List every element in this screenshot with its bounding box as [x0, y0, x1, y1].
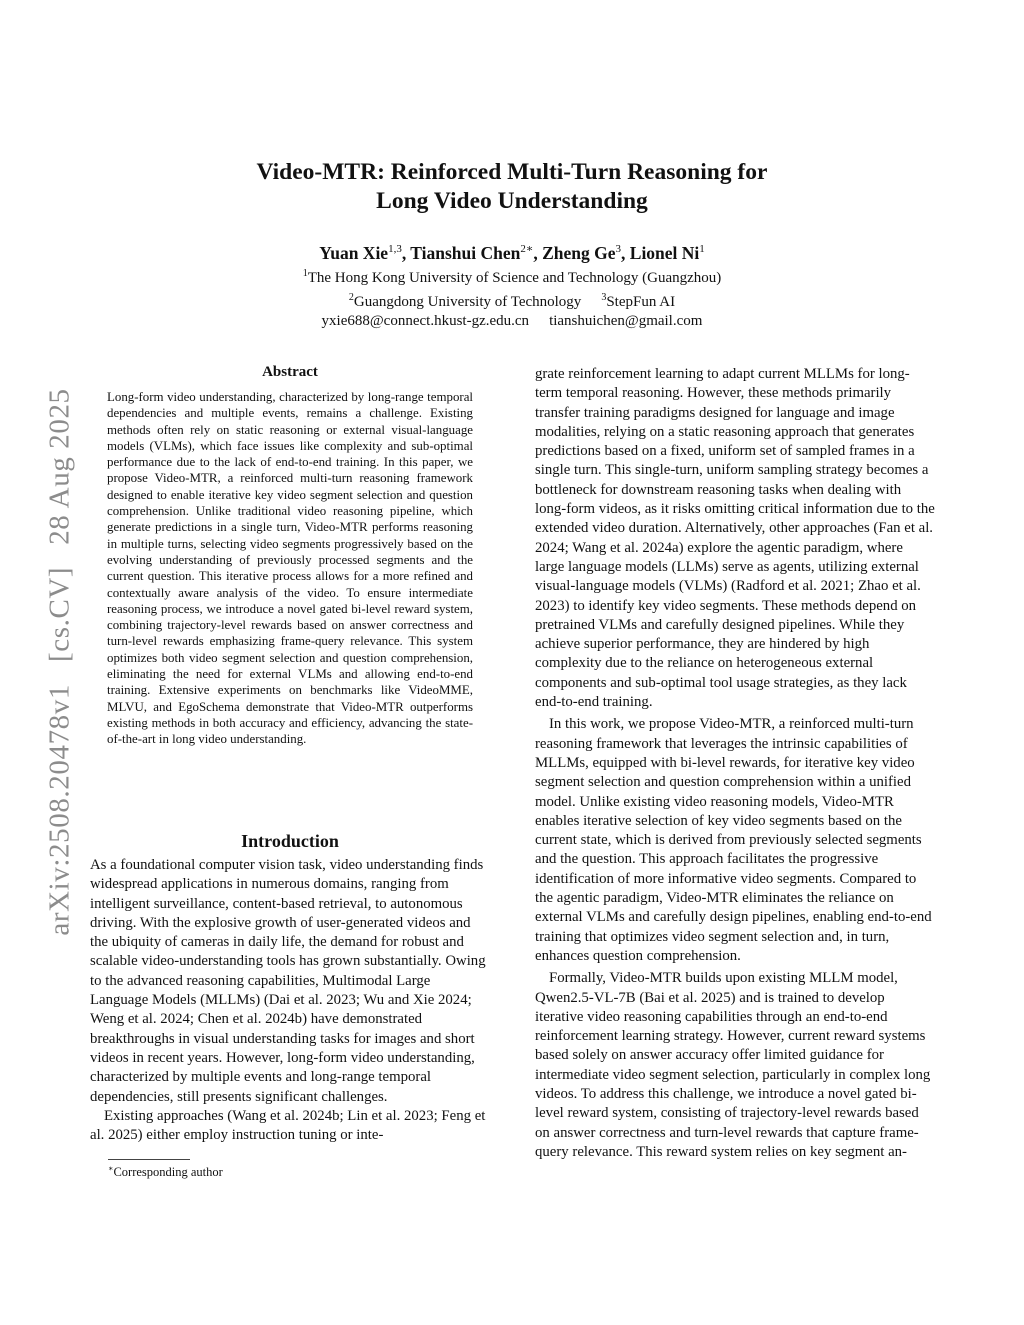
footnote-mark: ∗ [108, 1164, 114, 1173]
right-paragraph-2: In this work, we propose Video-MTR, a reinforced multi-turn reasoning framework that leverages the intrinsic capabilities of MLLMs, equipped with bi-level rewards, for iterative key video segment selection and question comprehension within a unified model. Unlike existing video reasoning models, Video-MTR enables iterative selection of key video segments based on the current state, which is derived from previously selected segments and the question. This approach facilitates the progressive identification of more informative video segments. Compared to the agentic paradigm, Video-MTR eliminates the reliance on external VLMs and carefully design pipelines, enabling end-to-end training that optimizes video segment selection and, in turn, enhances question comprehension. [535, 716, 932, 964]
affiliation-1 [0, 264, 1024, 288]
author-3-sup: 3 [615, 243, 622, 255]
arxiv-category: [cs.CV] [43, 566, 76, 663]
author-2-sup: 2∗ [520, 243, 534, 255]
affiliation-2-text: Guangdong University of Technology [353, 293, 582, 310]
introduction-heading: Introduction [241, 831, 339, 851]
email-2[interactable]: tianshuichen@gmail.com [549, 312, 703, 329]
intro-paragraph-2: Existing approaches (Wang et al. 2024b; Lin et al. 2023; Feng et al. 2025) either employ instruction tuning or inte- [90, 1107, 486, 1144]
emails [0, 312, 1024, 331]
author-1: Yuan Xie [319, 242, 389, 263]
abstract-text: Long-form video understanding, characterized by long-range temporal dependencies and multiple events, remains a challenge. Existing methods often rely on static reasoning or external visual-language models (VLMs), which face issues like complexity and sub-optimal performance due to the lack of end-to-end training. In this paper, we propose Video-MTR, a reinforced multi-turn reasoning framework designed to enable iterative key video segment selection and question comprehension. Unlike traditional video reasoning pipeline, which generate predictions in a single turn, Video-MTR performs reasoning in multiple turns, selecting video segments progressively based on the evolving understanding of previously processed segments and the current question. This iterative process allows for a more refined and contextually aware analysis of the video. To ensure intermediate reasoning process, we introduce a novel gated bi-level reward system, combining trajectory-level rewards based on answer correctness and turn-level rewards emphasizing frame-query relevance. This system optimizes both video segment selection and question comprehension, eliminating the need for external VLMs and allowing end-to-end training. Extensive experiments on benchmarks like VideoMME, MLVU, and EgoSchema demonstrate that Video-MTR outperforms existing methods in both accuracy and efficiency, advancing the state-of-the-art in long video understanding. [107, 390, 473, 747]
email-1[interactable]: yxie688@connect.hkust-gz.edu.cn [321, 312, 530, 329]
affiliation-2-3 [0, 288, 1024, 312]
affiliation-1-sup: 1 [302, 267, 308, 279]
title-block [0, 158, 1024, 331]
title-line-2: Long Video Understanding [376, 188, 648, 214]
footnote-rule [108, 1159, 190, 1160]
right-paragraph-3: Formally, Video-MTR builds upon existing MLLM model, Qwen2.5-VL-7B (Bai et al. 2025) and is trained to develop iterative video reasoning capabilities through an end-to-end reinforcement learning strategy. However, current reward systems based solely on answer accuracy offer limited guidance for intermediate video segment selection, particularly in complex long videos. To address this challenge, we introduce a novel gated bi-level reward system, consisting of trajectory-level rewards based on answer correctness and turn-level rewards that capture frame-query relevance. This reward system relies on key segment an- [535, 970, 931, 1160]
affiliation-3-text: StepFun AI [606, 293, 676, 310]
affiliation-1-text: The Hong Kong University of Science and Technology (Guangzhou) [307, 269, 722, 286]
author-3: Zheng Ge [542, 242, 616, 263]
author-4-sup: 1 [699, 243, 705, 255]
author-list: Yuan Xie$^{1,3}$, Tianshui Chen$^{2∗}$, Zheng Ge$^3$, Lionel Ni$^1$ [319, 242, 705, 263]
affiliation-3-sup: 3 [601, 291, 607, 303]
affiliation-2-sup: 2 [348, 291, 354, 303]
right-column [535, 365, 935, 1162]
abstract-heading: Abstract [262, 364, 318, 380]
author-4: Lionel Ni [629, 242, 700, 263]
paper-title [0, 158, 1024, 216]
arxiv-stamp [44, 388, 77, 935]
footnote-text: Corresponding author [113, 1165, 223, 1180]
right-paragraph-1: grate reinforcement learning to adapt current MLLMs for long-term temporal reasoning. However, these methods primarily transfer training paradigms designed for language and image modalities, relying on a static reasoning approach that generates predictions based on a fixed, uniform set of sampled frames in a single turn. This single-turn, uniform sampling strategy becomes a bottleneck for downstream reasoning tasks when dealing with long-form videos, as it risks omitting critical information due to the extended video duration. Alternatively, other approaches (Fan et al. 2024; Wang et al. 2024a) explore the agentic paradigm, where large language models (LLMs) serve as agents, utilizing external visual-language models (VLMs) (Radford et al. 2021; Zhao et al. 2023) to identify key video segments. These methods depend on pretrained VLMs and carefully designed pipelines. While they achieve superior performance, they are hindered by high complexity due to the reliance on heterogeneous external components and sub-optimal tool usage strategies, as they lack end-to-end training. [535, 366, 935, 711]
title-line-1: Video-MTR: Reinforced Multi-Turn Reasoning for [256, 159, 768, 185]
intro-paragraph-1: As a foundational computer vision task, video understanding finds widespread applications in numerous domains, ranging from intelligent surveillance, content-based retrieval, to autonomous driving. With the explosive growth of user-generated videos and the ubiquity of cameras in daily life, the demand for robust and scalable video-understanding tools has grown substantially. Owing to the advanced reasoning capabilities, Multimodal Large Language Models (MLLMs) (Dai et al. 2023; Wu and Xie 2024; Weng et al. 2024; Chen et al. 2024b) have demonstrated breakthroughs in visual understanding tasks for images and short videos in recent years. However, long-form video understanding, characterized by multiple events and long-range temporal dependencies, still presents significant challenges. [90, 857, 486, 1105]
arxiv-date: 28 Aug 2025 [43, 388, 76, 545]
footnote [108, 1161, 223, 1180]
author-2: Tianshui Chen [410, 242, 521, 263]
author-1-sup: 1,3 [388, 243, 402, 255]
introduction-body [90, 856, 490, 1145]
arxiv-id[interactable]: arXiv:2508.20478v1 [43, 684, 76, 936]
